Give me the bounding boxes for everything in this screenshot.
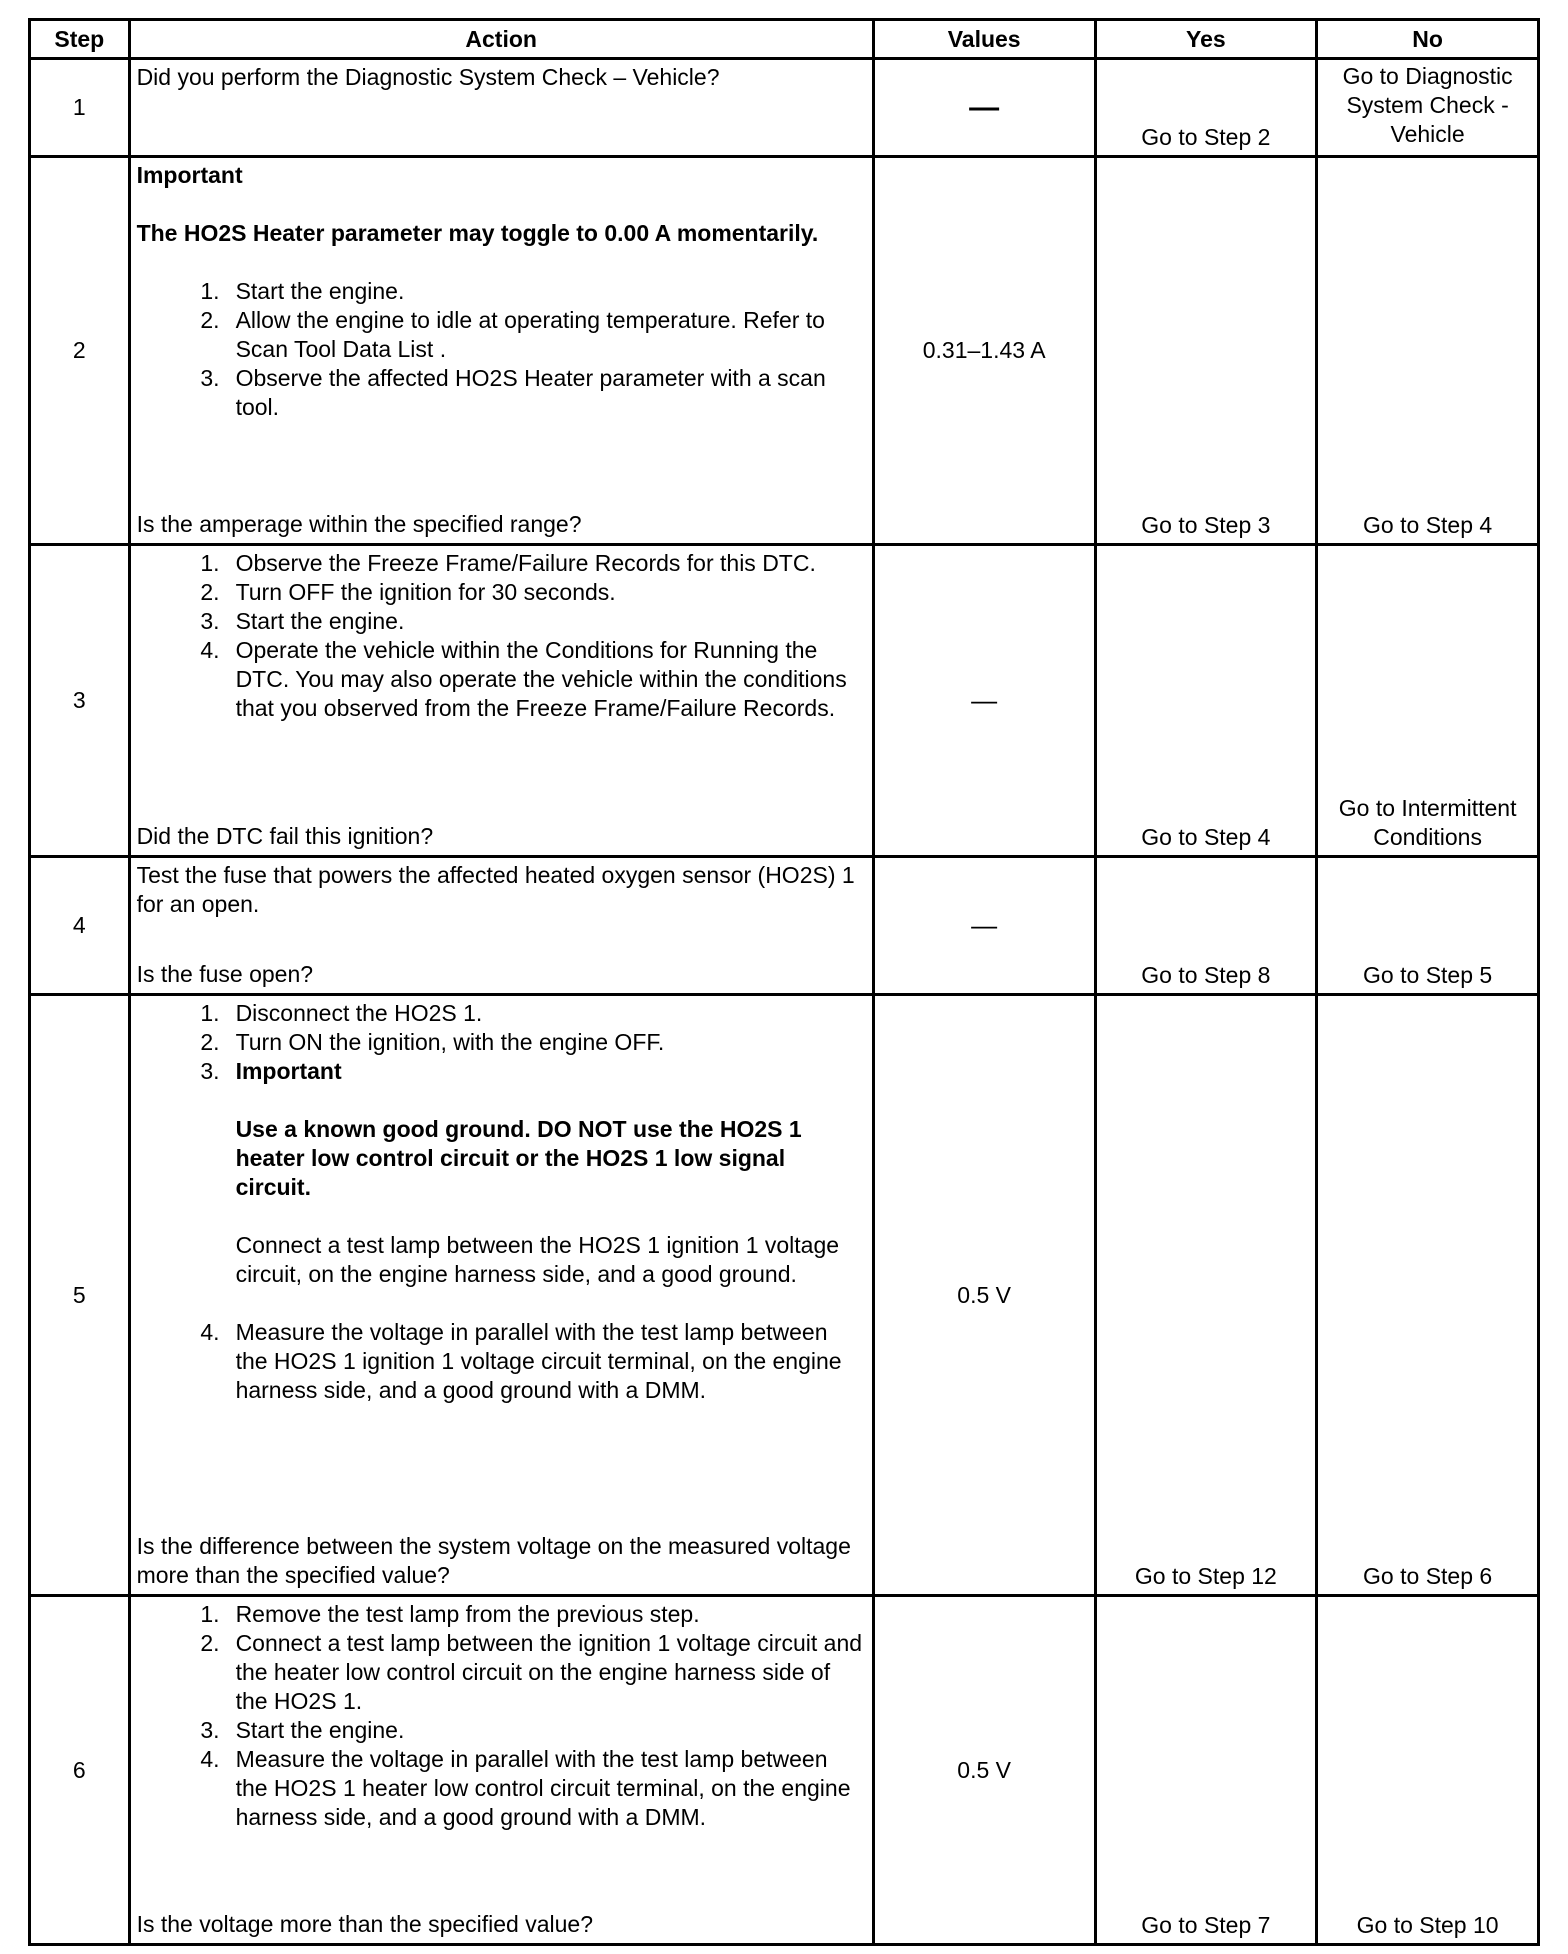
no-link[interactable]: Go to Intermittent Conditions	[1317, 545, 1539, 857]
list-item	[137, 364, 866, 422]
list-number: 1.	[200, 550, 220, 576]
important-label: Important	[136, 162, 243, 188]
list-number: 3.	[200, 365, 220, 391]
list-text: Disconnect the HO2S 1.	[235, 1000, 483, 1026]
list-item	[137, 1057, 866, 1318]
no-link[interactable]: Go to Step 4	[1317, 157, 1539, 545]
list-number: 1.	[200, 1601, 220, 1627]
step-list	[137, 549, 866, 723]
table-row	[30, 59, 1539, 157]
step-number: 4	[30, 857, 130, 995]
list-item	[137, 607, 866, 636]
no-link[interactable]: Go to Step 6	[1317, 995, 1539, 1596]
list-item	[137, 277, 866, 306]
list-item	[137, 999, 866, 1028]
list-item	[137, 1716, 866, 1745]
list-text: Operate the vehicle within the Conditions for Running the DTC. You may also operate the vehicle within the conditions that you observed from the Freeze Frame/Failure Records.	[235, 637, 847, 721]
list-text: Measure the voltage in parallel with the test lamp between the HO2S 1 ignition 1 voltage circuit terminal, on the engine harness side, and a good ground with a DMM.	[235, 1319, 842, 1403]
list-number: 1.	[200, 278, 220, 304]
diagnostic-table	[28, 18, 1540, 1946]
value-cell: 0.5 V	[873, 995, 1095, 1596]
important-note: The HO2S Heater parameter may toggle to 0.00 A momentarily.	[136, 220, 819, 246]
list-text: Observe the Freeze Frame/Failure Records for this DTC.	[235, 550, 816, 576]
no-link[interactable]: Go to Diagnostic System Check - Vehicle	[1317, 59, 1539, 157]
important-label: Important	[235, 1058, 342, 1084]
list-number: 2.	[200, 307, 220, 333]
yes-link[interactable]: Go to Step 8	[1095, 857, 1317, 995]
header-values: Values	[873, 20, 1095, 59]
list-item	[137, 1600, 866, 1629]
header-no: No	[1317, 20, 1539, 59]
value-cell: 0.5 V	[873, 1596, 1095, 1945]
value-cell: —	[873, 545, 1095, 857]
list-text: Start the engine.	[235, 1717, 405, 1743]
list-text: Observe the affected HO2S Heater parameter with a scan tool.	[235, 365, 826, 420]
list-item	[137, 1629, 866, 1716]
diagnostic-table-page	[28, 18, 1540, 1940]
step-list	[137, 277, 866, 422]
yes-link[interactable]: Go to Step 2	[1095, 59, 1317, 157]
yes-link[interactable]: Go to Step 7	[1095, 1596, 1317, 1945]
table-row	[30, 545, 1539, 857]
table-row	[30, 995, 1539, 1596]
list-text: Remove the test lamp from the previous step.	[235, 1601, 700, 1627]
step-number: 5	[30, 995, 130, 1596]
step-number: 6	[30, 1596, 130, 1945]
no-link[interactable]: Go to Step 10	[1317, 1596, 1539, 1945]
list-text: Start the engine.	[235, 608, 405, 634]
value-cell: —	[873, 59, 1095, 157]
list-text: Turn OFF the ignition for 30 seconds.	[235, 579, 616, 605]
list-item	[137, 306, 866, 364]
action-question: Is the difference between the system voltage on the measured voltage more than the specified value?	[136, 1533, 851, 1588]
list-text: Measure the voltage in parallel with the test lamp between the HO2S 1 heater low control circuit terminal, on the engine harness side, and a good ground with a DMM.	[235, 1746, 851, 1830]
header-yes: Yes	[1095, 20, 1317, 59]
action-cell	[129, 995, 873, 1596]
table-row	[30, 857, 1539, 995]
step-list	[137, 999, 866, 1405]
action-cell	[129, 59, 873, 157]
action-cell	[129, 545, 873, 857]
table-row	[30, 1596, 1539, 1945]
action-question: Did the DTC fail this ignition?	[136, 823, 434, 849]
value-cell: 0.31–1.43 A	[873, 157, 1095, 545]
no-link[interactable]: Go to Step 5	[1317, 857, 1539, 995]
action-cell	[129, 157, 873, 545]
list-item	[137, 636, 866, 723]
list-number: 3.	[200, 1717, 220, 1743]
action-question: Is the fuse open?	[136, 961, 314, 987]
yes-link[interactable]: Go to Step 12	[1095, 995, 1317, 1596]
action-question: Is the amperage within the specified range?	[136, 511, 582, 537]
list-number: 2.	[200, 1029, 220, 1055]
important-note: Use a known good ground. DO NOT use the HO2S 1 heater low control circuit or the HO2S 1 low signal circuit.	[235, 1116, 802, 1200]
yes-link[interactable]: Go to Step 4	[1095, 545, 1317, 857]
list-number: 4.	[200, 1746, 220, 1772]
action-text: Test the fuse that powers the affected heated oxygen sensor (HO2S) 1 for an open.	[136, 862, 855, 917]
list-item	[137, 1318, 866, 1405]
action-cell	[129, 857, 873, 995]
table-row	[30, 157, 1539, 545]
list-text: Turn ON the ignition, with the engine OFF.	[235, 1029, 665, 1055]
step-number: 2	[30, 157, 130, 545]
list-number: 3.	[200, 1058, 220, 1084]
step-number: 1	[30, 59, 130, 157]
action-question: Is the voltage more than the specified value?	[136, 1911, 594, 1937]
header-action: Action	[129, 20, 873, 59]
list-item	[137, 1028, 866, 1057]
step-list	[137, 1600, 866, 1832]
list-number: 3.	[200, 608, 220, 634]
list-number: 4.	[200, 637, 220, 663]
action-text: Did you perform the Diagnostic System Check – Vehicle?	[136, 64, 720, 90]
list-text: Connect a test lamp between the ignition 1 voltage circuit and the heater low control circuit on the engine harness side of the HO2S 1.	[235, 1630, 863, 1714]
list-text: Start the engine.	[235, 278, 405, 304]
list-number: 2.	[200, 579, 220, 605]
list-number: 1.	[200, 1000, 220, 1026]
header-row	[30, 20, 1539, 59]
list-item	[137, 578, 866, 607]
list-text: Connect a test lamp between the HO2S 1 ignition 1 voltage circuit, on the engine harness side, and a good ground.	[235, 1232, 840, 1287]
step-number: 3	[30, 545, 130, 857]
list-text: Allow the engine to idle at operating temperature. Refer to Scan Tool Data List .	[235, 307, 825, 362]
list-number: 2.	[200, 1630, 220, 1656]
list-item	[137, 549, 866, 578]
list-number: 4.	[200, 1319, 220, 1345]
yes-link[interactable]: Go to Step 3	[1095, 157, 1317, 545]
header-step: Step	[30, 20, 130, 59]
value-cell: —	[873, 857, 1095, 995]
list-item	[137, 1745, 866, 1832]
action-cell	[129, 1596, 873, 1945]
